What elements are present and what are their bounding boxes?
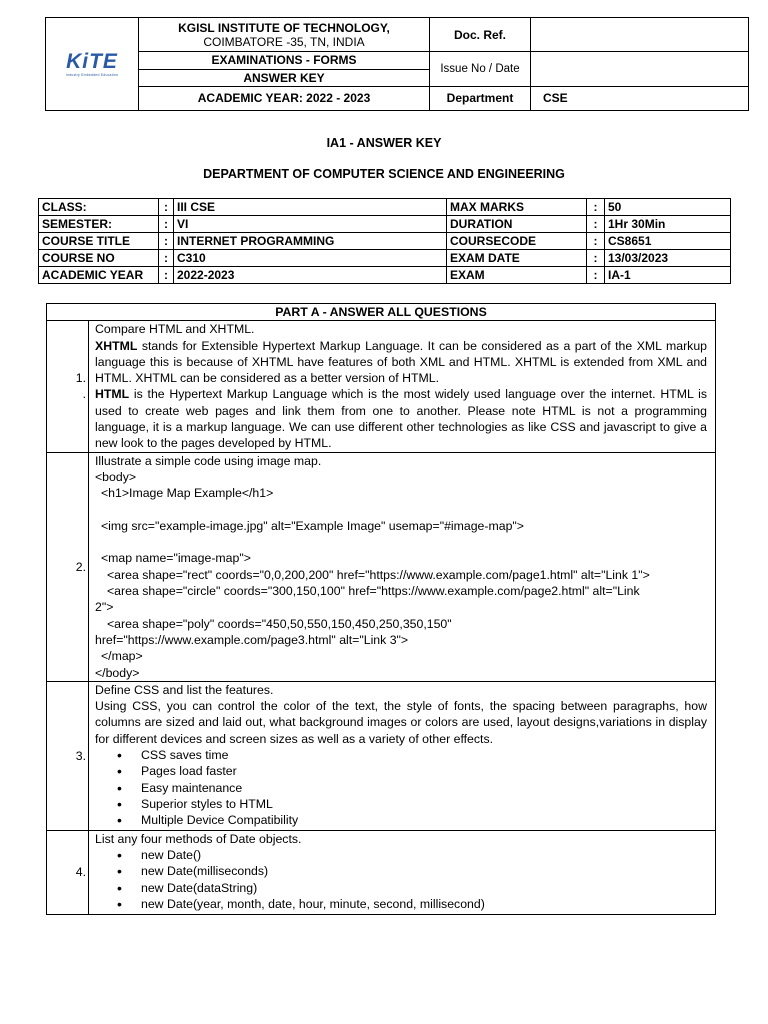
table-row — [39, 250, 731, 267]
q1-html-text: is the Hypertext Markup Language which is the most widely used language over the internet. HTML is used to create web pages and link them from one to another. Please note HTML is not a programming language, it is a markup language. We can use different other technologies as like CSS and javascript to give a new look to the pages developed by HTML. — [95, 387, 707, 451]
q1-html-bold: HTML — [95, 387, 130, 402]
academic-year-header: ACADEMIC YEAR: 2022 - 2023 — [139, 86, 430, 110]
q2-code-line6b: 2"> — [95, 600, 114, 615]
info-value: CS8651 — [605, 233, 731, 250]
question-row-3 — [47, 681, 716, 830]
q1-xhtml-text: stands for Extensible Hypertext Markup Language. It can be considered as a part of the XML markup language this is because of XHTML have features of both XML and HTML. XHTML is extended from XML and HTML. XHTML can be considered as a better version of HTML. — [95, 338, 707, 386]
q2-blank-1 — [95, 502, 707, 518]
department-value: CSE — [531, 86, 749, 110]
info-label: SEMESTER: — [39, 216, 159, 233]
question-content-4 — [89, 830, 716, 914]
info-value: IA-1 — [605, 267, 731, 284]
kite-logo — [46, 51, 138, 78]
q2-blank-2 — [95, 534, 707, 550]
info-value: III CSE — [174, 199, 447, 216]
info-label: EXAM DATE — [447, 250, 587, 267]
q1-num: 1. — [75, 371, 86, 386]
info-colon: : — [159, 216, 174, 233]
list-item: • new Date() — [117, 847, 707, 863]
list-item: • new Date(year, month, date, hour, minute, second, millisecond) — [117, 896, 707, 912]
answer-key-label: ANSWER KEY — [139, 69, 430, 86]
q2-question: Illustrate a simple code using image map. — [95, 453, 322, 468]
ia1-title: IA1 - ANSWER KEY — [326, 136, 442, 150]
info-label: COURSE NO — [39, 250, 159, 267]
info-label: COURSECODE — [447, 233, 587, 250]
list-item: • CSS saves time — [117, 747, 707, 763]
info-colon: : — [159, 199, 174, 216]
info-colon: : — [587, 199, 605, 216]
q2-code-line1: <body> — [95, 469, 137, 484]
question-number-2: 2. — [47, 452, 89, 681]
institute-name — [139, 18, 430, 52]
list-item: • new Date(dataString) — [117, 880, 707, 896]
list-item: • Easy maintenance — [117, 780, 707, 796]
info-label: ACADEMIC YEAR — [39, 267, 159, 284]
question-content-3 — [89, 681, 716, 830]
info-label: DURATION — [447, 216, 587, 233]
info-colon: : — [159, 233, 174, 250]
list-item: • new Date(milliseconds) — [117, 863, 707, 879]
doc-ref-label: Doc. Ref. — [430, 18, 531, 52]
q3-text: Using CSS, you can control the color of the text, the style of fonts, the spacing between paragraphs, how columns are sized and laid out, what background images or colors are used, layout designs,variations in display for different devices and screen sizes as well as a variety of other effects. — [95, 699, 707, 746]
exam-info-table — [38, 198, 731, 284]
info-value: C310 — [174, 250, 447, 267]
info-colon: : — [587, 216, 605, 233]
info-colon: : — [159, 267, 174, 284]
info-colon: : — [587, 267, 605, 284]
question-row-1 — [47, 321, 716, 452]
q2-code-line7b: href="https://www.example.com/page3.html" alt="Link 3"> — [95, 632, 409, 647]
part-a-table — [46, 303, 716, 915]
q2-code-line4: <map name="image-map"> — [101, 551, 251, 566]
q4-method-list — [95, 847, 707, 912]
question-number-3: 3. — [47, 681, 89, 830]
q3-feature-list — [95, 747, 707, 828]
q1-question: Compare HTML and XHTML. — [95, 322, 255, 337]
q4-question: List any four methods of Date objects. — [95, 831, 302, 846]
doc-ref-value — [531, 18, 749, 52]
q2-code-line9: </body> — [95, 665, 140, 680]
q3-question: Define CSS and list the features. — [95, 682, 274, 697]
forms-label: EXAMINATIONS - FORMS — [139, 52, 430, 69]
info-label: MAX MARKS — [447, 199, 587, 216]
q2-code-line3: <img src="example-image.jpg" alt="Example Image" usemap="#image-map"> — [101, 518, 524, 533]
list-item: • Pages load faster — [117, 763, 707, 779]
info-colon: : — [159, 250, 174, 267]
department-label: Department — [430, 86, 531, 110]
q2-code-line8: </map> — [101, 649, 143, 664]
info-label: COURSE TITLE — [39, 233, 159, 250]
table-row — [39, 216, 731, 233]
q2-code-line7: <area shape="poly" coords="450,50,550,150,450,250,350,150" — [107, 616, 452, 631]
institute-line2: COIMBATORE -35, TN, INDIA — [203, 34, 365, 49]
table-row — [39, 233, 731, 250]
info-value: VI — [174, 216, 447, 233]
info-label: EXAM — [447, 267, 587, 284]
department-title: DEPARTMENT OF COMPUTER SCIENCE AND ENGINEERING — [203, 167, 565, 181]
q1-para-xhtml — [95, 338, 707, 387]
q1-xhtml-bold: XHTML — [95, 338, 138, 353]
question-number-4: 4. — [47, 830, 89, 914]
table-row — [39, 199, 731, 216]
info-colon: : — [587, 233, 605, 250]
form-header — [45, 17, 749, 111]
info-value: 50 — [605, 199, 731, 216]
info-colon: : — [587, 250, 605, 267]
question-row-4 — [47, 830, 716, 914]
q1-para-html — [95, 386, 707, 451]
q1-num-dot: . — [82, 387, 86, 402]
info-value: INTERNET PROGRAMMING — [174, 233, 447, 250]
question-content-2 — [89, 452, 716, 681]
info-label: CLASS: — [39, 199, 159, 216]
question-number-1 — [47, 321, 89, 452]
question-content-1 — [89, 321, 716, 452]
institute-line1: KGISL INSTITUTE OF TECHNOLOGY, — [178, 20, 390, 35]
logo-cell — [46, 18, 139, 111]
table-row — [39, 267, 731, 284]
logo-word: KiTE — [66, 49, 118, 73]
info-value: 2022-2023 — [174, 267, 447, 284]
info-value: 13/03/2023 — [605, 250, 731, 267]
issue-value — [531, 52, 749, 86]
logo-tagline: Industry Embedded Education — [65, 72, 119, 77]
issue-label: Issue No / Date — [430, 52, 531, 86]
part-a-heading: PART A - ANSWER ALL QUESTIONS — [47, 304, 716, 321]
q2-code-line5: <area shape="rect" coords="0,0,200,200" href="https://www.example.com/page1.html" alt="Link 1"> — [107, 567, 650, 582]
list-item: • Multiple Device Compatibility — [117, 812, 707, 828]
info-value: 1Hr 30Min — [605, 216, 731, 233]
q2-code-line6: <area shape="circle" coords="300,150,100" href="https://www.example.com/page2.html" alt="Link — [107, 584, 640, 599]
list-item: • Superior styles to HTML — [117, 796, 707, 812]
q2-code-line2: <h1>Image Map Example</h1> — [101, 486, 274, 501]
question-row-2 — [47, 452, 716, 681]
